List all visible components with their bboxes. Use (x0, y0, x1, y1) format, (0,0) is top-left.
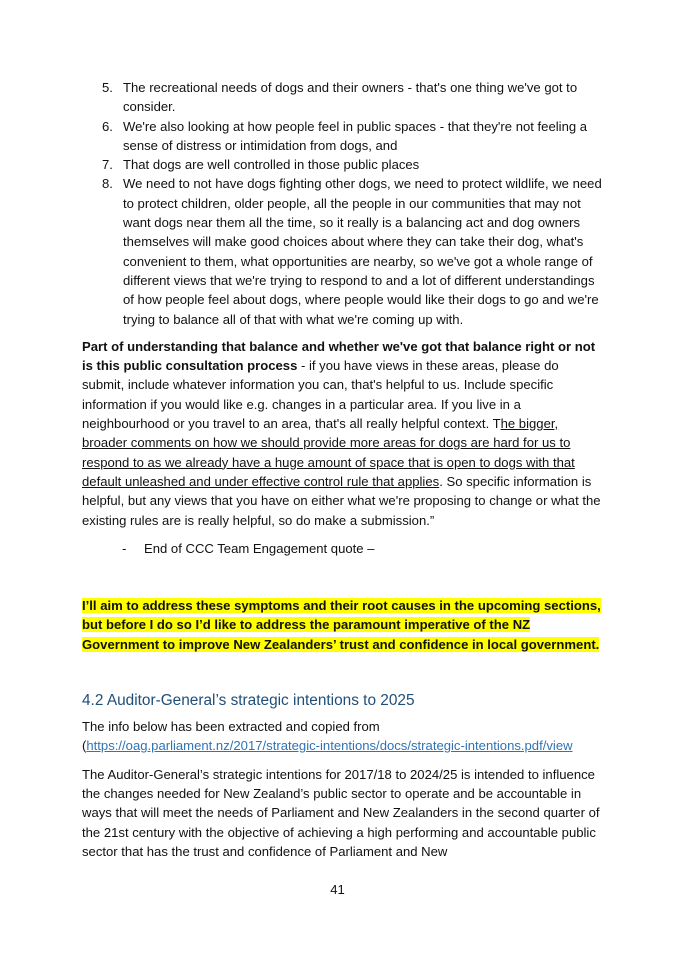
source-link[interactable]: https://oag.parliament.nz/2017/strategic-intentions/docs/strategic-intentions.pdf/view (86, 738, 573, 754)
consultation-text-end: . So specific information is helpful, but any views that you have on either what we're proposing to change or what the existing rules are is really helpful, so do make a submission.” (82, 473, 601, 528)
quote-end-text: End of CCC Team Engagement quote – (144, 540, 375, 556)
list-item (82, 78, 602, 117)
consultation-text: - if you have views in these areas, please do submit, include whatever information you can, that's helpful to us. Include specific information if you would like e.g. changes in a particular area. If you live in a neighbourhood or you travel to an area, that's all really helpful context. T (82, 358, 559, 432)
page-number: 41 (330, 882, 345, 897)
dash-bullet: - (122, 540, 127, 556)
highlighted-text: I’ll aim to address these symptoms and their root causes in the upcoming sections, but before I do so I’d like to address the paramount imperative of the NZ Government to improve New Zealanders’ trust and confidence in local government. (82, 598, 601, 652)
quote-end-line (82, 539, 602, 558)
numbered-list (82, 78, 602, 329)
list-text: We need to not have dogs fighting other dogs, we need to protect wildlife, we need to protect children, older people, all the people in our communities that may not want dogs near them all the time, so it really is a balancing act and dog owners themselves will make good choices about where they can take their dog, what's convenient to them, what opportunities are nearby, so we've got a whole range of different views that we're trying to respond to and a lot of different understandings of how people feel about dogs, where people would like their dogs to go and we're trying to balance all of that with what we're coming up with. (123, 176, 602, 327)
consultation-underlined-text: he bigger, broader comments on how we should provide more areas for dogs are hard for us to respond to as we already have a huge amount of space that is open to dogs with that default unleashed and under effective control rule that applies (82, 416, 575, 489)
consultation-paragraph (82, 337, 602, 530)
highlighted-paragraph (82, 596, 602, 654)
source-info (82, 717, 602, 756)
list-text: The recreational needs of dogs and their owners - that's one thing we've got to consider. (123, 80, 578, 115)
section-heading: 4.2 Auditor-General’s strategic intentions to 2025 (82, 692, 415, 710)
list-item (82, 117, 602, 156)
auditor-general-paragraph: The Auditor-General’s strategic intentions for 2017/18 to 2024/25 is intended to influence the changes needed for New Zealand’s public sector to operate and be accountable in ways that will meet the needs of Parliament and New Zealanders in the second quarter of the 21st century with the objective of achieving a high performing and accountable public sector that has the trust and confidence of Parliament and New (82, 766, 600, 859)
page-content (82, 78, 602, 861)
list-number: 5. (102, 80, 113, 95)
consultation-bold-text: Part of understanding that balance and whether we've got that balance right or not is this public consultation process (82, 338, 596, 374)
link-prefix: ( (82, 738, 87, 754)
list-item (82, 155, 602, 174)
list-text: We're also looking at how people feel in public spaces - that they're not feeling a sense of distress or intimidation from dogs, and (123, 118, 588, 153)
list-number: 7. (102, 157, 113, 173)
list-text: That dogs are well controlled in those public places (123, 157, 420, 173)
list-item (82, 174, 602, 328)
list-number: 8. (102, 176, 113, 192)
source-info-text: The info below has been extracted and copied from (82, 719, 380, 735)
list-number: 6. (102, 118, 113, 134)
